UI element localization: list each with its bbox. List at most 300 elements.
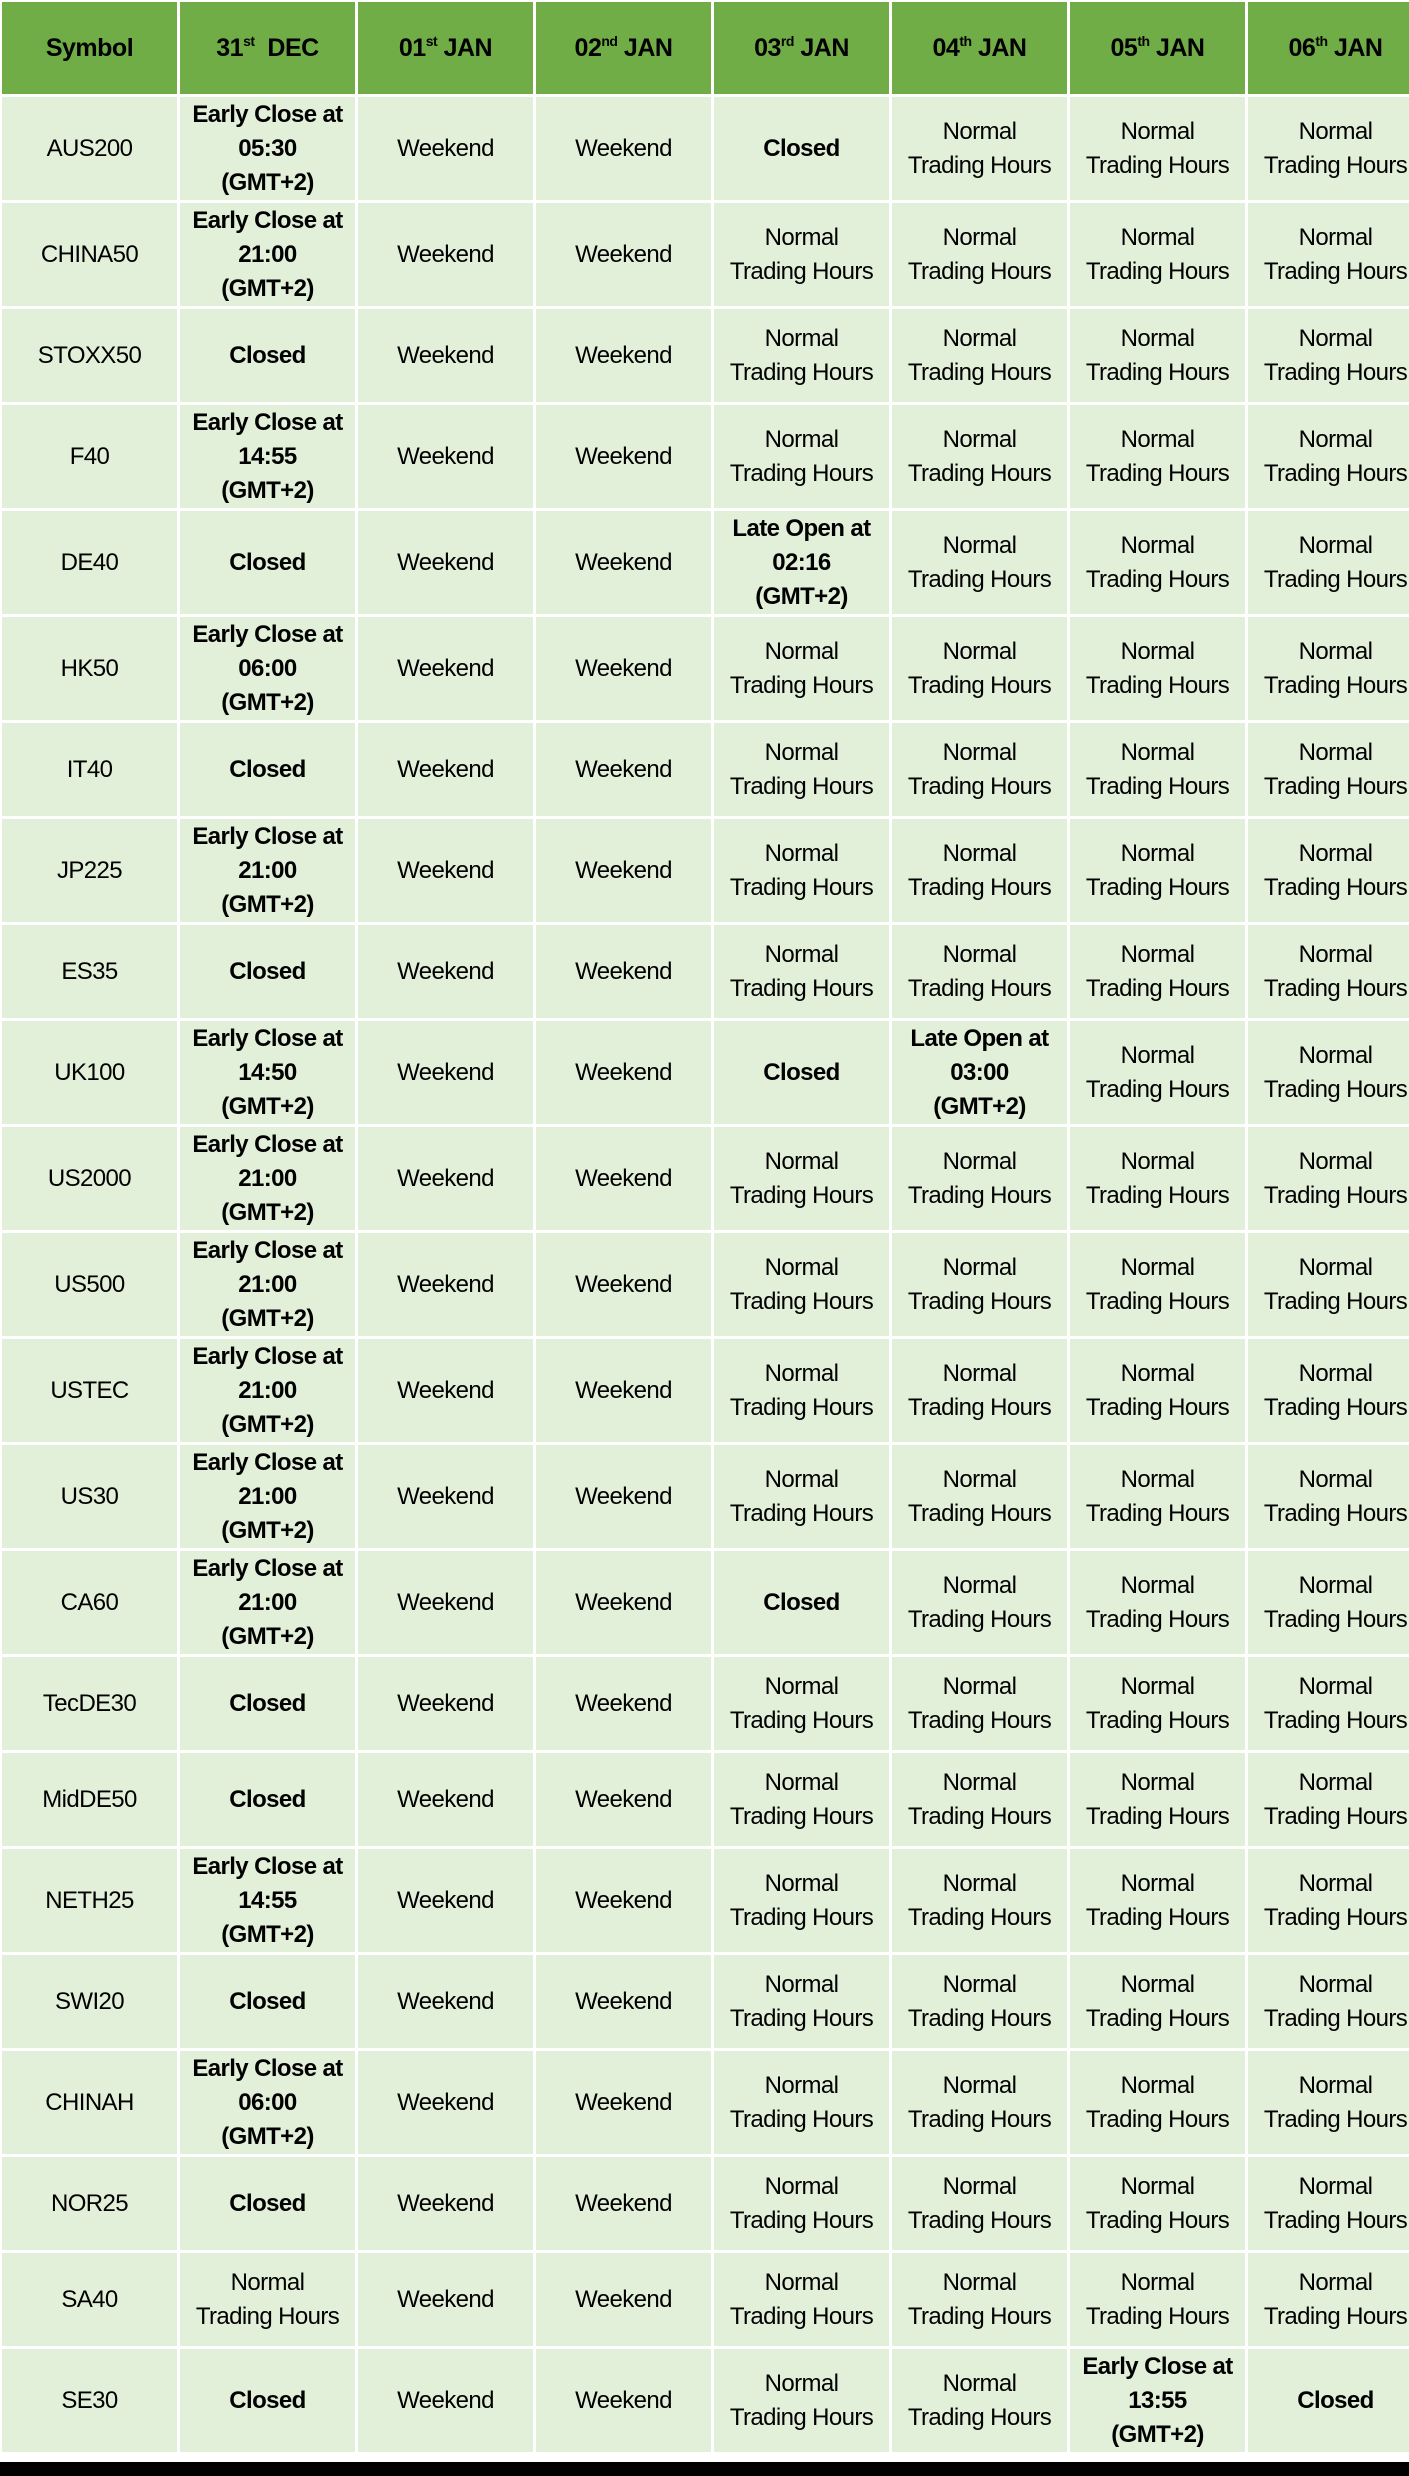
schedule-text-line: Normal: [764, 1768, 839, 1796]
schedule-cell: [1248, 1955, 1409, 2048]
schedule-text-line: Normal: [1120, 425, 1195, 453]
header-month: DEC: [254, 33, 319, 62]
schedule-text-line: Normal: [1120, 839, 1195, 867]
schedule-text-line: Normal: [1120, 1465, 1195, 1493]
symbol-cell: STOXX50: [2, 309, 177, 402]
symbol-cell: SA40: [2, 2253, 177, 2346]
schedule-cell: [1248, 1551, 1409, 1654]
schedule-text-line: Trading Hours: [729, 1706, 874, 1734]
schedule-cell: [180, 511, 355, 614]
schedule-text-line: Normal: [1298, 1571, 1373, 1599]
schedule-text-line: Weekend: [397, 2189, 494, 2217]
schedule-text-line: Trading Hours: [907, 257, 1052, 285]
schedule-cell: [892, 617, 1067, 720]
schedule-text-line: Normal: [764, 1672, 839, 1700]
schedule-text-line: Closed: [1297, 2386, 1374, 2414]
schedule-text-line: Normal: [1120, 1147, 1195, 1175]
schedule-cell: [536, 723, 711, 816]
schedule-text-line: Trading Hours: [907, 1393, 1052, 1421]
schedule-text-line: Normal: [1298, 2071, 1373, 2099]
schedule-text-line: 21:00: [238, 856, 297, 884]
schedule-text-line: Normal: [942, 117, 1017, 145]
header-label: 05: [1110, 33, 1138, 62]
schedule-text-line: Weekend: [397, 1164, 494, 1192]
schedule-cell: [536, 925, 711, 1018]
schedule-text-line: 06:00: [238, 654, 297, 682]
schedule-text-line: Trading Hours: [1085, 671, 1230, 699]
schedule-cell: [1248, 2349, 1409, 2452]
header-month: JAN: [617, 33, 673, 62]
schedule-cell: [180, 2157, 355, 2250]
schedule-text-line: Weekend: [575, 957, 672, 985]
schedule-text-line: Trading Hours: [1085, 459, 1230, 487]
schedule-cell: [714, 203, 889, 306]
schedule-text-line: Normal: [942, 1253, 1017, 1281]
schedule-cell: [180, 925, 355, 1018]
schedule-text-line: Weekend: [397, 1376, 494, 1404]
schedule-text-line: 21:00: [238, 1482, 297, 1510]
schedule-text-line: (GMT+2): [1111, 2420, 1204, 2448]
schedule-cell: [714, 405, 889, 508]
schedule-text-line: Normal: [1298, 738, 1373, 766]
schedule-text-line: 03:00: [950, 1058, 1009, 1086]
schedule-cell: [536, 1551, 711, 1654]
schedule-text-line: Normal: [942, 637, 1017, 665]
schedule-text-line: Trading Hours: [907, 772, 1052, 800]
schedule-cell: [1070, 2349, 1245, 2452]
schedule-text-line: Weekend: [575, 240, 672, 268]
schedule-cell: [536, 2253, 711, 2346]
schedule-text-line: Normal: [1298, 637, 1373, 665]
schedule-cell: [180, 617, 355, 720]
schedule-cell: [1248, 405, 1409, 508]
schedule-text-line: (GMT+2): [221, 274, 314, 302]
symbol-cell: SE30: [2, 2349, 177, 2452]
schedule-cell: [1248, 2253, 1409, 2346]
schedule-text-line: Weekend: [397, 2088, 494, 2116]
schedule-cell: [892, 2253, 1067, 2346]
schedule-text-line: Trading Hours: [1263, 1499, 1408, 1527]
schedule-cell: [714, 723, 889, 816]
schedule-cell: [536, 1233, 711, 1336]
schedule-text-line: Normal: [1298, 117, 1373, 145]
schedule-text-line: Early Close at: [192, 100, 343, 128]
schedule-text-line: Weekend: [575, 1482, 672, 1510]
symbol-cell: SWI20: [2, 1955, 177, 2048]
schedule-cell: [358, 617, 533, 720]
schedule-text-line: (GMT+2): [221, 1410, 314, 1438]
schedule-text-line: Trading Hours: [1263, 151, 1408, 179]
schedule-cell: [180, 309, 355, 402]
schedule-text-line: Normal: [942, 2071, 1017, 2099]
schedule-cell: [180, 97, 355, 200]
schedule-text-line: Weekend: [575, 548, 672, 576]
schedule-cell: [1248, 1753, 1409, 1846]
schedule-text-line: Normal: [942, 1359, 1017, 1387]
symbol-cell: NOR25: [2, 2157, 177, 2250]
schedule-text-line: Normal: [764, 637, 839, 665]
header-label: Symbol: [45, 33, 134, 62]
schedule-text-line: Early Close at: [192, 408, 343, 436]
schedule-text-line: Normal: [764, 1465, 839, 1493]
schedule-text-line: Trading Hours: [729, 2403, 874, 2431]
schedule-cell: [536, 2349, 711, 2452]
schedule-cell: [1248, 925, 1409, 1018]
schedule-text-line: Trading Hours: [1085, 772, 1230, 800]
schedule-cell: [1070, 1551, 1245, 1654]
schedule-cell: [892, 203, 1067, 306]
schedule-text-line: Trading Hours: [1263, 1706, 1408, 1734]
schedule-cell: [536, 1339, 711, 1442]
schedule-cell: [536, 309, 711, 402]
schedule-text-line: Normal: [1120, 117, 1195, 145]
schedule-text-line: Trading Hours: [1085, 1706, 1230, 1734]
schedule-cell: [714, 2253, 889, 2346]
schedule-text-line: Trading Hours: [907, 1605, 1052, 1633]
schedule-cell: [536, 1753, 711, 1846]
schedule-text-line: Normal: [1298, 531, 1373, 559]
header-month: JAN: [971, 33, 1027, 62]
schedule-cell: [1070, 309, 1245, 402]
symbol-cell: F40: [2, 405, 177, 508]
schedule-text-line: 21:00: [238, 1270, 297, 1298]
schedule-text-line: 14:50: [238, 1058, 297, 1086]
schedule-cell: [1248, 1657, 1409, 1750]
schedule-text-line: Trading Hours: [907, 2206, 1052, 2234]
schedule-cell: [1070, 2157, 1245, 2250]
schedule-cell: [714, 1753, 889, 1846]
schedule-cell: [358, 1233, 533, 1336]
schedule-text-line: Weekend: [397, 341, 494, 369]
schedule-text-line: Weekend: [575, 1886, 672, 1914]
header-ordinal-suffix: th: [959, 32, 972, 49]
schedule-text-line: Normal: [1120, 1253, 1195, 1281]
schedule-text-line: Trading Hours: [729, 358, 874, 386]
schedule-text-line: Weekend: [575, 1689, 672, 1717]
schedule-cell: [358, 309, 533, 402]
schedule-cell: [358, 819, 533, 922]
schedule-text-line: (GMT+2): [221, 1516, 314, 1544]
schedule-text-line: Trading Hours: [1263, 1181, 1408, 1209]
schedule-cell: [358, 1021, 533, 1124]
schedule-text-line: Weekend: [575, 1588, 672, 1616]
schedule-text-line: Early Close at: [192, 1342, 343, 1370]
schedule-text-line: Trading Hours: [729, 459, 874, 487]
schedule-text-line: Early Close at: [192, 1448, 343, 1476]
schedule-text-line: Normal: [1120, 1970, 1195, 1998]
schedule-text-line: Trading Hours: [907, 459, 1052, 487]
schedule-text-line: Normal: [1120, 1672, 1195, 1700]
schedule-cell: [1070, 2253, 1245, 2346]
schedule-cell: [358, 511, 533, 614]
schedule-text-line: Normal: [1298, 1768, 1373, 1796]
schedule-text-line: Normal: [764, 1359, 839, 1387]
schedule-text-line: Trading Hours: [729, 974, 874, 1002]
schedule-cell: [1248, 2051, 1409, 2154]
schedule-cell: [536, 819, 711, 922]
schedule-cell: [358, 1753, 533, 1846]
schedule-cell: [358, 405, 533, 508]
header-label: 04: [932, 33, 960, 62]
table-row: [2, 1445, 1409, 1548]
symbol-cell: CA60: [2, 1551, 177, 1654]
schedule-text-line: Trading Hours: [907, 565, 1052, 593]
schedule-text-line: (GMT+2): [221, 1622, 314, 1650]
schedule-cell: [1248, 617, 1409, 720]
schedule-text-line: Weekend: [575, 1785, 672, 1813]
schedule-text-line: Weekend: [575, 341, 672, 369]
table-row: [2, 819, 1409, 922]
schedule-cell: [714, 2051, 889, 2154]
schedule-text-line: Normal: [764, 2172, 839, 2200]
schedule-cell: [536, 1021, 711, 1124]
schedule-cell: [1248, 723, 1409, 816]
schedule-text-line: Trading Hours: [1263, 873, 1408, 901]
schedule-text-line: Weekend: [397, 548, 494, 576]
schedule-text-line: Closed: [229, 1689, 306, 1717]
schedule-text-line: Normal: [942, 940, 1017, 968]
header-month: JAN: [1149, 33, 1205, 62]
schedule-text-line: Normal: [230, 2268, 305, 2296]
schedule-text-line: Trading Hours: [1085, 1393, 1230, 1421]
schedule-cell: [180, 1551, 355, 1654]
schedule-text-line: Normal: [942, 324, 1017, 352]
schedule-text-line: Trading Hours: [1085, 1605, 1230, 1633]
schedule-text-line: Trading Hours: [1085, 873, 1230, 901]
column-header-date: [180, 2, 355, 94]
schedule-text-line: Trading Hours: [1263, 565, 1408, 593]
schedule-text-line: Weekend: [397, 755, 494, 783]
column-header-symbol: [2, 2, 177, 94]
schedule-cell: [892, 2051, 1067, 2154]
schedule-cell: [1248, 819, 1409, 922]
schedule-text-line: Weekend: [397, 957, 494, 985]
schedule-text-line: Trading Hours: [729, 873, 874, 901]
schedule-text-line: Normal: [942, 1571, 1017, 1599]
schedule-text-line: Trading Hours: [907, 1181, 1052, 1209]
schedule-text-line: Trading Hours: [729, 1287, 874, 1315]
symbol-cell: US500: [2, 1233, 177, 1336]
schedule-text-line: 21:00: [238, 240, 297, 268]
table-row: [2, 617, 1409, 720]
schedule-text-line: Weekend: [575, 2285, 672, 2313]
schedule-cell: [1248, 1445, 1409, 1548]
schedule-cell: [892, 1339, 1067, 1442]
schedule-text-line: Normal: [764, 324, 839, 352]
schedule-cell: [180, 2253, 355, 2346]
table-header-row: [2, 2, 1409, 94]
schedule-text-line: Normal: [1298, 1465, 1373, 1493]
schedule-text-line: Weekend: [575, 1058, 672, 1086]
schedule-text-line: Trading Hours: [907, 358, 1052, 386]
schedule-cell: [1248, 1127, 1409, 1230]
symbol-cell: US2000: [2, 1127, 177, 1230]
schedule-text-line: Trading Hours: [1085, 2004, 1230, 2032]
schedule-cell: [892, 405, 1067, 508]
schedule-text-line: Trading Hours: [907, 2403, 1052, 2431]
schedule-cell: [358, 1339, 533, 1442]
schedule-cell: [536, 1127, 711, 1230]
schedule-cell: [1070, 1753, 1245, 1846]
schedule-text-line: 05:30: [238, 134, 297, 162]
schedule-cell: [536, 405, 711, 508]
schedule-cell: [714, 819, 889, 922]
schedule-text-line: Normal: [1120, 1768, 1195, 1796]
schedule-text-line: Trading Hours: [1263, 1287, 1408, 1315]
schedule-text-line: Trading Hours: [1085, 2206, 1230, 2234]
schedule-text-line: Late Open at: [732, 514, 871, 542]
schedule-text-line: Trading Hours: [1263, 974, 1408, 1002]
schedule-text-line: Trading Hours: [1263, 1605, 1408, 1633]
table-row: [2, 1233, 1409, 1336]
schedule-cell: [536, 2157, 711, 2250]
schedule-text-line: Normal: [1120, 324, 1195, 352]
symbol-cell: ES35: [2, 925, 177, 1018]
schedule-text-line: Normal: [1120, 637, 1195, 665]
schedule-text-line: Trading Hours: [1263, 2004, 1408, 2032]
schedule-text-line: Normal: [942, 839, 1017, 867]
schedule-cell: [358, 97, 533, 200]
schedule-cell: [1248, 1021, 1409, 1124]
schedule-text-line: 06:00: [238, 2088, 297, 2116]
schedule-text-line: (GMT+2): [933, 1092, 1026, 1120]
schedule-text-line: Weekend: [575, 442, 672, 470]
schedule-text-line: Weekend: [397, 2386, 494, 2414]
schedule-text-line: Trading Hours: [195, 2302, 340, 2330]
column-header-date: [358, 2, 533, 94]
schedule-text-line: Trading Hours: [1263, 1075, 1408, 1103]
schedule-cell: [1248, 1849, 1409, 1952]
schedule-cell: [536, 1445, 711, 1548]
schedule-text-line: Weekend: [397, 1987, 494, 2015]
schedule-text-line: Weekend: [397, 1785, 494, 1813]
schedule-text-line: 21:00: [238, 1588, 297, 1616]
header-ordinal-suffix: st: [425, 32, 438, 49]
schedule-cell: [536, 617, 711, 720]
schedule-cell: [892, 2349, 1067, 2452]
schedule-cell: [1248, 511, 1409, 614]
schedule-text-line: Trading Hours: [1085, 2105, 1230, 2133]
schedule-cell: [892, 309, 1067, 402]
schedule-text-line: Normal: [1120, 223, 1195, 251]
schedule-cell: [892, 1657, 1067, 1750]
schedule-cell: [892, 1021, 1067, 1124]
schedule-text-line: Weekend: [575, 2189, 672, 2217]
header-month: JAN: [793, 33, 849, 62]
table-row: [2, 2349, 1409, 2452]
schedule-cell: [892, 511, 1067, 614]
schedule-text-line: Weekend: [575, 134, 672, 162]
schedule-cell: [180, 1127, 355, 1230]
schedule-cell: [536, 2051, 711, 2154]
schedule-text-line: Trading Hours: [1263, 2105, 1408, 2133]
schedule-cell: [358, 1657, 533, 1750]
schedule-text-line: Trading Hours: [1085, 1181, 1230, 1209]
schedule-text-line: Closed: [229, 957, 306, 985]
schedule-text-line: Weekend: [397, 2285, 494, 2313]
schedule-text-line: Trading Hours: [1085, 1075, 1230, 1103]
schedule-cell: [714, 1445, 889, 1548]
schedule-cell: [714, 1551, 889, 1654]
schedule-text-line: Normal: [942, 2369, 1017, 2397]
schedule-text-line: Normal: [764, 738, 839, 766]
schedule-cell: [180, 1753, 355, 1846]
schedule-cell: [714, 2349, 889, 2452]
schedule-text-line: (GMT+2): [221, 476, 314, 504]
schedule-text-line: Trading Hours: [1263, 358, 1408, 386]
table-row: [2, 1021, 1409, 1124]
schedule-cell: [1070, 819, 1245, 922]
schedule-text-line: Trading Hours: [1263, 1903, 1408, 1931]
schedule-text-line: Trading Hours: [1263, 257, 1408, 285]
schedule-text-line: Normal: [1120, 1869, 1195, 1897]
schedule-text-line: 14:55: [238, 1886, 297, 1914]
schedule-cell: [892, 819, 1067, 922]
schedule-cell: [1248, 2157, 1409, 2250]
schedule-text-line: 21:00: [238, 1164, 297, 1192]
table-row: [2, 1849, 1409, 1952]
schedule-text-line: Trading Hours: [907, 1903, 1052, 1931]
schedule-text-line: Weekend: [397, 134, 494, 162]
schedule-text-line: Normal: [1120, 2268, 1195, 2296]
schedule-text-line: Normal: [1120, 738, 1195, 766]
header-ordinal-suffix: th: [1315, 32, 1328, 49]
schedule-text-line: Normal: [1120, 1571, 1195, 1599]
schedule-cell: [358, 1127, 533, 1230]
schedule-cell: [536, 1955, 711, 2048]
schedule-text-line: Closed: [229, 2386, 306, 2414]
schedule-text-line: Trading Hours: [1085, 2302, 1230, 2330]
schedule-text-line: Trading Hours: [1263, 772, 1408, 800]
schedule-text-line: Normal: [942, 2172, 1017, 2200]
schedule-text-line: Late Open at: [910, 1024, 1049, 1052]
schedule-cell: [358, 925, 533, 1018]
schedule-text-line: Trading Hours: [729, 772, 874, 800]
schedule-text-line: (GMT+2): [221, 1920, 314, 1948]
symbol-cell: US30: [2, 1445, 177, 1548]
table-row: [2, 1339, 1409, 1442]
schedule-text-line: Normal: [1298, 2268, 1373, 2296]
schedule-cell: [1070, 1233, 1245, 1336]
schedule-text-line: Normal: [1298, 1253, 1373, 1281]
schedule-cell: [1070, 1339, 1245, 1442]
schedule-cell: [536, 1657, 711, 1750]
schedule-cell: [358, 203, 533, 306]
schedule-cell: [1070, 2051, 1245, 2154]
schedule-cell: [1070, 511, 1245, 614]
schedule-text-line: Normal: [1298, 2172, 1373, 2200]
schedule-text-line: Early Close at: [1082, 2352, 1233, 2380]
schedule-cell: [714, 511, 889, 614]
schedule-cell: [358, 723, 533, 816]
schedule-text-line: Weekend: [397, 856, 494, 884]
schedule-text-line: Early Close at: [192, 2054, 343, 2082]
schedule-text-line: Weekend: [575, 654, 672, 682]
table-row: [2, 1657, 1409, 1750]
schedule-cell: [180, 819, 355, 922]
schedule-cell: [1070, 203, 1245, 306]
schedule-text-line: Early Close at: [192, 1236, 343, 1264]
schedule-text-line: Trading Hours: [1085, 1499, 1230, 1527]
schedule-text-line: Trading Hours: [1085, 257, 1230, 285]
schedule-text-line: Normal: [764, 1147, 839, 1175]
schedule-cell: [180, 203, 355, 306]
schedule-text-line: Weekend: [397, 1482, 494, 1510]
schedule-text-line: Early Close at: [192, 1554, 343, 1582]
symbol-cell: CHINAH: [2, 2051, 177, 2154]
schedule-text-line: Normal: [1120, 531, 1195, 559]
schedule-text-line: 02:16: [772, 548, 831, 576]
